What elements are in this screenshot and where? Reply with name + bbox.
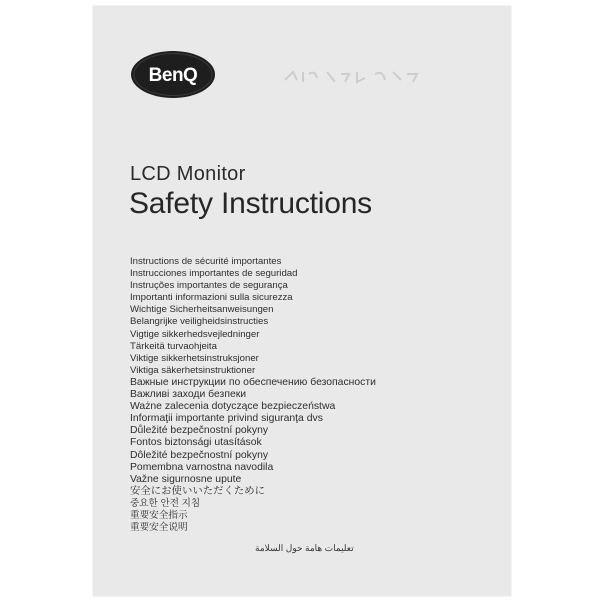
translation-item: Tärkeitä turvaohjeita <box>130 340 217 352</box>
translation-item: 重要安全说明 <box>130 522 188 534</box>
translation-item: 安全にお使いいただくために <box>130 485 266 497</box>
translation-item: Instructions de sécurité importantes <box>130 256 282 267</box>
translation-item: Viktiga säkerhetsinstruktioner <box>130 364 256 376</box>
translation-item: Wichtige Sicherheitsanweisungen <box>130 304 274 316</box>
document-page <box>93 6 511 596</box>
translation-item: Важливі заходи безпеки <box>130 389 247 401</box>
translation-item: Importanti informazioni sulla sicurezza <box>130 292 293 304</box>
translation-item: Dôležité bezpečnostní pokyny <box>130 449 269 461</box>
document-title: Safety Instructions <box>129 187 372 220</box>
translation-item: Viktige sikkerhetsinstruksjoner <box>130 352 259 364</box>
show-through-marks <box>283 68 423 86</box>
translation-item: Instrucciones importantes de seguridad <box>130 268 298 280</box>
product-subtitle: LCD Monitor <box>130 163 246 185</box>
translations-list <box>130 256 376 534</box>
translation-item: Важные инструкции по обеспечению безопасности <box>130 376 376 388</box>
benq-logo <box>130 50 216 99</box>
translation-item: Belangrijke veiligheidsinstructies <box>130 316 269 328</box>
translation-item: Fontos biztonsági utasítások <box>130 437 262 449</box>
translation-item: Vigtige sikkerhedsvejledninger <box>130 328 260 340</box>
translation-item: 중요한 안전 지침 <box>130 497 201 509</box>
translation-item: Instruções importantes de segurança <box>130 280 288 292</box>
translation-item: 重要安全指示 <box>130 509 188 521</box>
translation-item: Důležité bezpečnostní pokyny <box>130 425 269 437</box>
benq-logo-text: BenQ <box>148 65 198 86</box>
translation-item: Ważne zalecenia dotyczące bezpieczeństwa <box>130 401 336 413</box>
translation-item: Informaţii importante privind siguranţa dvs <box>130 413 323 425</box>
translation-item: Pomembna varnostna navodila <box>130 461 274 473</box>
translation-arabic: تعليمات هامة حول السلامة <box>255 543 354 553</box>
translation-item: Važne sigurnosne upute <box>130 473 242 485</box>
